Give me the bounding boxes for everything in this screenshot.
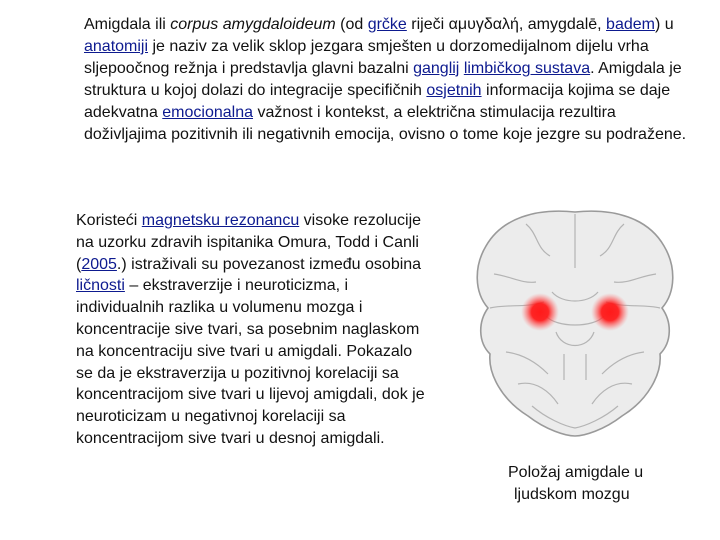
caption-line-2: ljudskom mozgu xyxy=(514,486,630,503)
text-run: .) istraživali su povezanost između osobina xyxy=(116,255,422,273)
link-personality[interactable]: ličnosti xyxy=(76,277,125,295)
text-run: Koristeći xyxy=(76,212,142,229)
text-run: važnost i kontekst, a električna stimulacija rezultira doživljajima pozitivnih ili negativnih emocija, ovisno o tome koje jezgre su podražene. xyxy=(84,104,687,143)
term-amygdala: Amigdala xyxy=(84,16,151,33)
brain-illustration xyxy=(466,204,684,442)
link-limbic-system[interactable]: limbičkog sustava xyxy=(463,60,591,77)
right-amygdala-marker xyxy=(591,293,629,331)
link-ganglion[interactable]: ganglij xyxy=(413,60,460,77)
text-run: . Amigdala je struktura u kojoj dolazi do integracije specifičnih xyxy=(84,60,682,99)
text-run: visoke rezolucije na uzorku zdravih ispitanika Omura, Todd i Canli ( xyxy=(76,212,422,273)
link-almond[interactable]: badem xyxy=(606,16,655,33)
mri-study-paragraph xyxy=(76,210,426,450)
text-run: riječi αμυγδαλή, amygdalē, xyxy=(406,16,607,33)
link-anatomy[interactable]: anatomiji xyxy=(84,38,149,55)
link-sensory[interactable]: osjetnih xyxy=(426,82,482,99)
link-year-2005[interactable]: 2005 xyxy=(81,255,117,273)
text-run: – ekstraverzije i neuroticizma, i individualnih razlika u volumenu mozga i koncentracije sive tvari, sa posebnim naglaskom na koncentraciju sive tvari u amigdali. Pokazalo se da je ekstraverzija u pozitivnoj korelaciji sa koncentracijom sive tvari u lijevoj amigdali, dok je neuroticizam u negativnoj korelaciji sa koncentracijom sive tvari u desnoj amigdali. xyxy=(76,277,425,447)
link-mri[interactable]: magnetsku rezonancu xyxy=(141,212,300,229)
text-run: ili xyxy=(150,16,171,33)
link-emotional[interactable]: emocionalna xyxy=(162,104,254,121)
link-greek[interactable]: grčke xyxy=(367,16,407,33)
text-run: je naziv za velik sklop jezgara smješten u dorzomedijalnom dijelu vrha sljepoočnog režnja i predstavlja glavni bazalni xyxy=(84,38,649,77)
text-run: informacija kojima se daje adekvatna xyxy=(84,82,671,121)
figure-caption xyxy=(500,462,680,506)
amygdala-definition-paragraph xyxy=(84,14,696,146)
left-amygdala-marker xyxy=(521,293,559,331)
caption-line-1: Položaj amigdale u xyxy=(508,464,644,481)
text-run: (od xyxy=(335,16,368,33)
text-run: ) u xyxy=(654,16,674,33)
latin-term: corpus amygdaloideum xyxy=(170,16,336,33)
